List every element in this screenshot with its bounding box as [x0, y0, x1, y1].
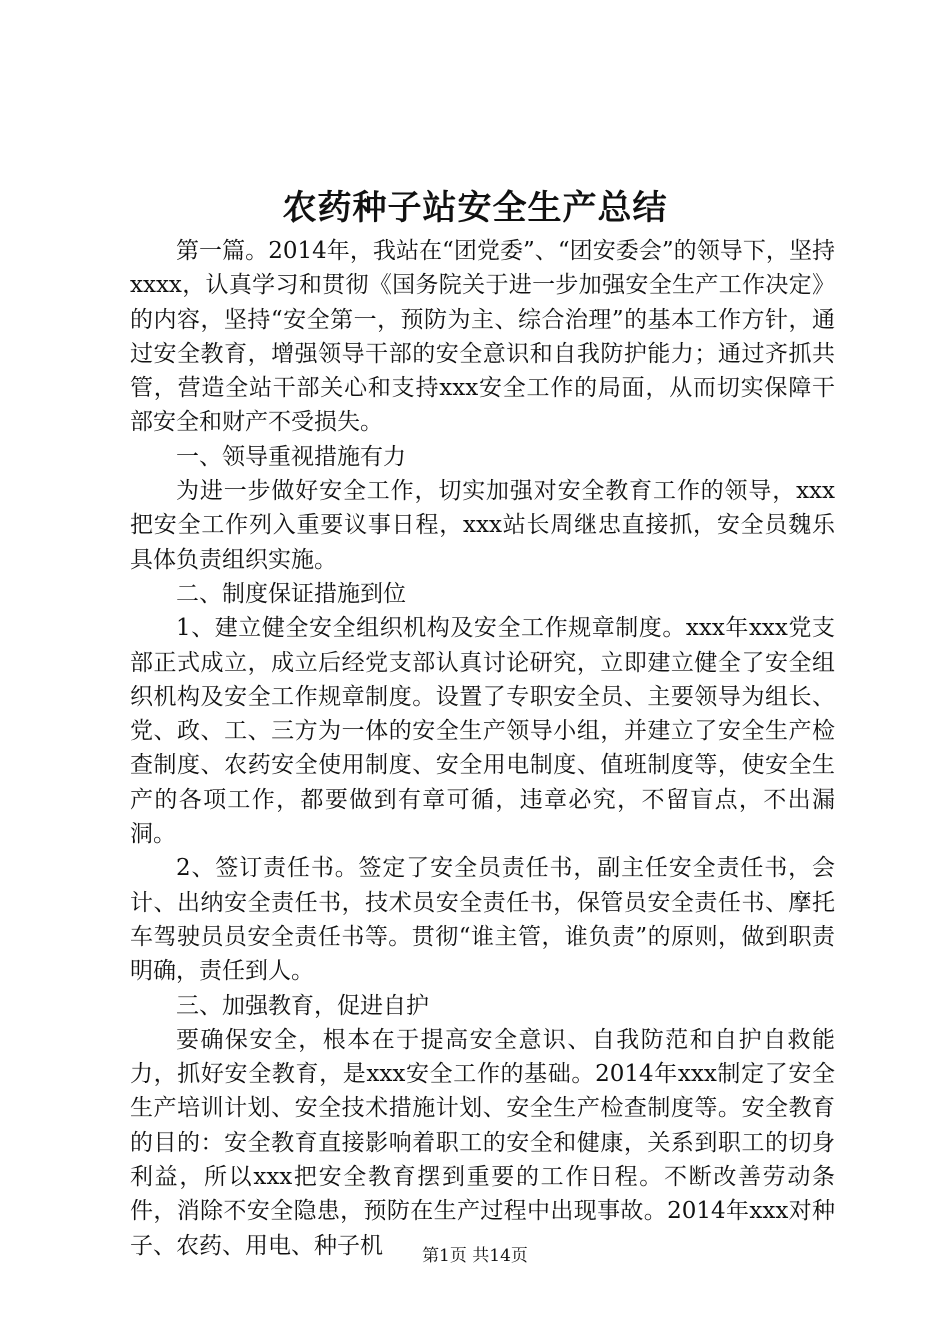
document-body — [130, 234, 835, 1263]
paragraph-responsibility: 2、签订责任书。签定了安全员责任书，副主任安全责任书，会计、出纳安全责任书，技术员安全责任书，保管员安全责任书、摩托车驾驶员员安全责任书等。贯彻“谁主管，谁负责”的原则，做到职责明确，责任到人。 — [130, 855, 835, 985]
document-title: 农药种子站安全生产总结 — [282, 188, 668, 228]
section-heading-3: 三、加强教育，促进自护 — [176, 992, 429, 1019]
paragraph-organization: 1、建立健全安全组织机构及安全工作规章制度。xxx年xxx党支部正式成立，成立后经党支部认真讨论研究，立即建立健全了安全组织机构及安全工作规章制度。设置了专职安全员、主要领导为组长、党、政、工、三方为一体的安全生产领导小组，并建立了安全生产检查制度、农药安全使用制度、安全用电制度、值班制度等，使安全生产的各项工作，都要做到有章可循，违章必究，不留盲点，不出漏洞。 — [130, 615, 835, 848]
paragraph-leadership: 为进一步做好安全工作，切实加强对安全教育工作的领导，xxx把安全工作列入重要议事日程，xxx站长周继忠直接抓，安全员魏乐具体负责组织实施。 — [130, 478, 835, 573]
section-heading-1: 一、领导重视措施有力 — [176, 443, 406, 470]
paragraph-intro: 第一篇。2014年，我站在“团党委”、“团安委会”的领导下，坚持xxxx，认真学习和贯彻《国务院关于进一步加强安全生产工作决定》的内容，坚持“安全第一，预防为主、综合治理”的基本工作方针，通过安全教育，增强领导干部的安全意识和自我防护能力；通过齐抓共管，营造全站干部关心和支持xxx安全工作的局面，从而切实保障干部安全和财产不受损失。 — [130, 238, 835, 436]
paragraph-education: 要确保安全，根本在于提高安全意识、自我防范和自护自救能力，抓好安全教育，是xxx安全工作的基础。2014年xxx制定了安全生产培训计划、安全技术措施计划、安全生产检查制度等。安全教育的目的：安全教育直接影响着职工的安全和健康，关系到职工的切身利益，所以xxx把安全教育摆到重要的工作日程。不断改善劳动条件，消除不安全隐患，预防在生产过程中出现事故。2014年xxx对种子、农药、用电、种子机 — [130, 1026, 835, 1259]
section-heading-2: 二、制度保证措施到位 — [176, 580, 406, 607]
page-number: 第1页 共14页 — [422, 1246, 528, 1266]
